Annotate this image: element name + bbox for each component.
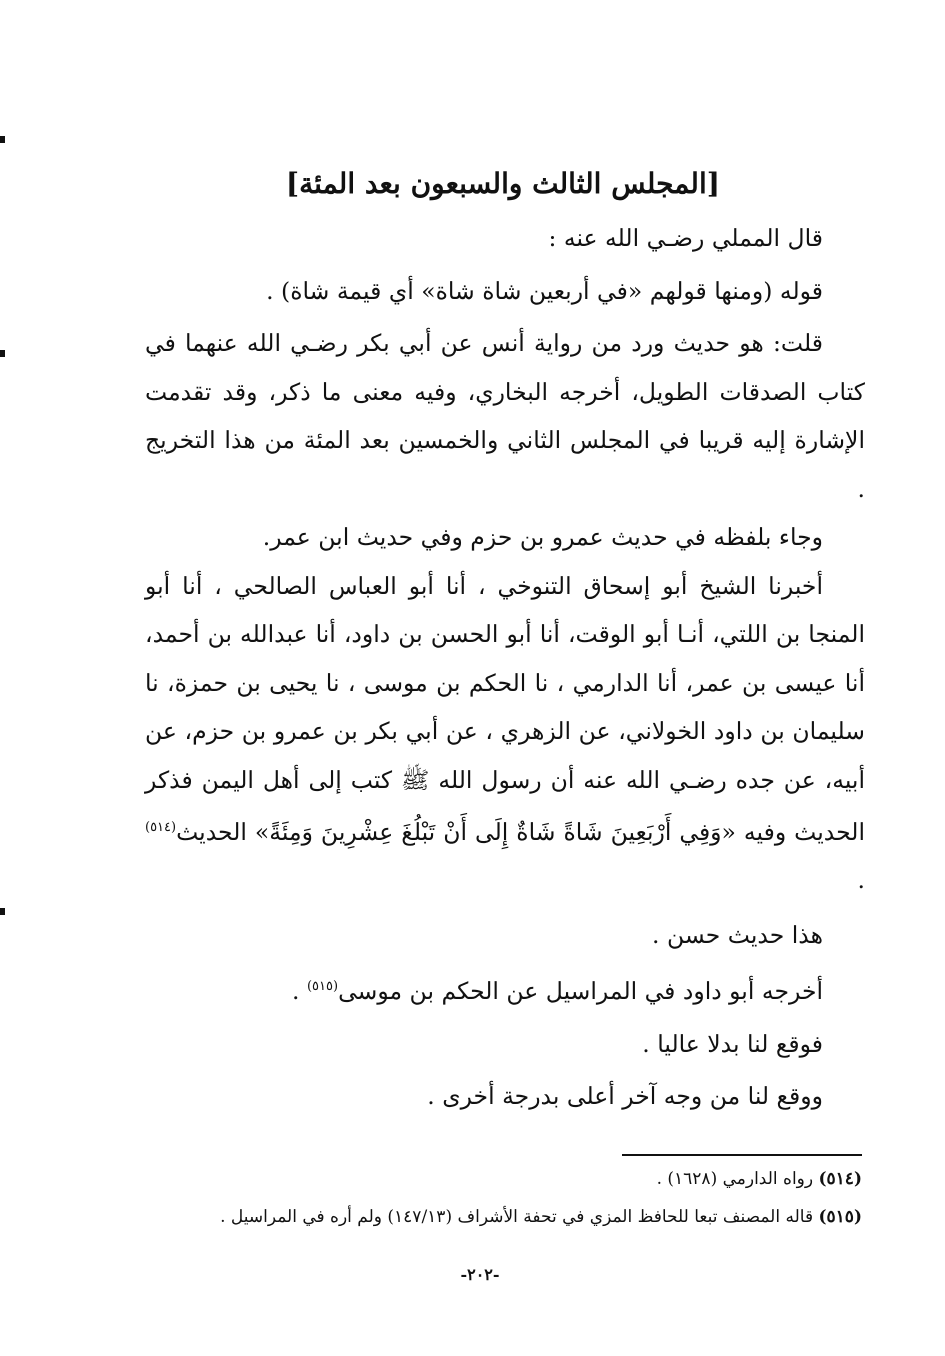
footnote-text: رواه الدارمي (١٦٢٨) . [656,1169,819,1189]
paragraph-commentary: قلت: هو حديث ورد من رواية أنس عن أبي بكر رضـي الله عنهما في كتاب الصدقات الطويل، أخرجه البخاري، وفيه معنى ما ذكر، وقد تقدمت الإشارة إليه قريبا في المجلس الثاني والخمسين بعد المئة من هذا التخريج . [145,329,865,503]
section-title: [المجلس الثالث والسبعون بعد المئة] [285,167,720,200]
paragraph-badal: فوقع لنا بدلا عاليا . [642,1029,823,1058]
paragraph-grading: هذا حديث حسن . [652,920,823,949]
footnote-number: (٥١٥) [818,1207,862,1227]
margin-mark [0,908,5,915]
main-text [145,214,865,1121]
footnote-divider [622,1154,862,1156]
footnote-ref-514: (٥١٤) [145,820,177,835]
page-number: -٢٠٢- [460,1265,500,1284]
margin-mark [0,350,5,357]
paragraph-source [145,963,865,1015]
source-end: . [292,977,307,1006]
paragraph-isnad [145,562,865,905]
footnotes [142,1160,862,1236]
footnote-number: (٥١٤) [818,1169,862,1189]
footnote-text: قاله المصنف تبعا للحافظ المزي في تحفة الأشراف (١٤٧/١٣) ولم أره في المراسيل . [220,1207,819,1227]
paragraph-narration-note: وجاء بلفظه في حديث عمرو بن حزم وفي حديث ابن عمر. [262,523,823,551]
source-text: أخرجه أبو داود في المراسيل عن الحكم بن موسى [338,977,823,1006]
paragraph-opening: قال المملي رضـي الله عنه : [548,224,823,252]
isnad-text: أخبرنا الشيخ أبو إسحاق التنوخي ، أنا أبو العباس الصالحي ، أنا أبو المنجا بن اللتي، أنـا أبو الوقت، أنا أبو الحسن بن داود، أنا عبدالله بن أحمد، أنا عيسى بن عمر، أنا الدارمي ، نا الحكم بن موسى ، نا يحيى بن حمزة، نا سليمان بن داود الخولاني، عن الزهري ، عن أبي بكر بن عمرو بن حزم، عن أبيه، عن جده رضـي الله عنه أن رسول الله ﷺ كتب إلى أهل اليمن فذكر الحديث وفيه «وَفِي أَرْبَعِينَ شَاةً شَاةٌ إِلَى أَنْ تَبْلُغَ عِشْرِينَ وَمِئَةً» الحديث [145,571,865,846]
paragraph-higher: ووقع لنا من وجه آخر أعلى بدرجة أخرى . [427,1082,823,1111]
isnad-end: . [857,866,865,895]
paragraph-quote: قوله (ومنها قولهم «في أربعين شاة شاة» أي قيمة شاة) . [266,276,823,305]
footnote-514 [142,1160,862,1198]
footnote-515 [142,1198,862,1236]
margin-mark [0,136,5,143]
footnote-ref-515: (٥١٥) [306,979,339,995]
